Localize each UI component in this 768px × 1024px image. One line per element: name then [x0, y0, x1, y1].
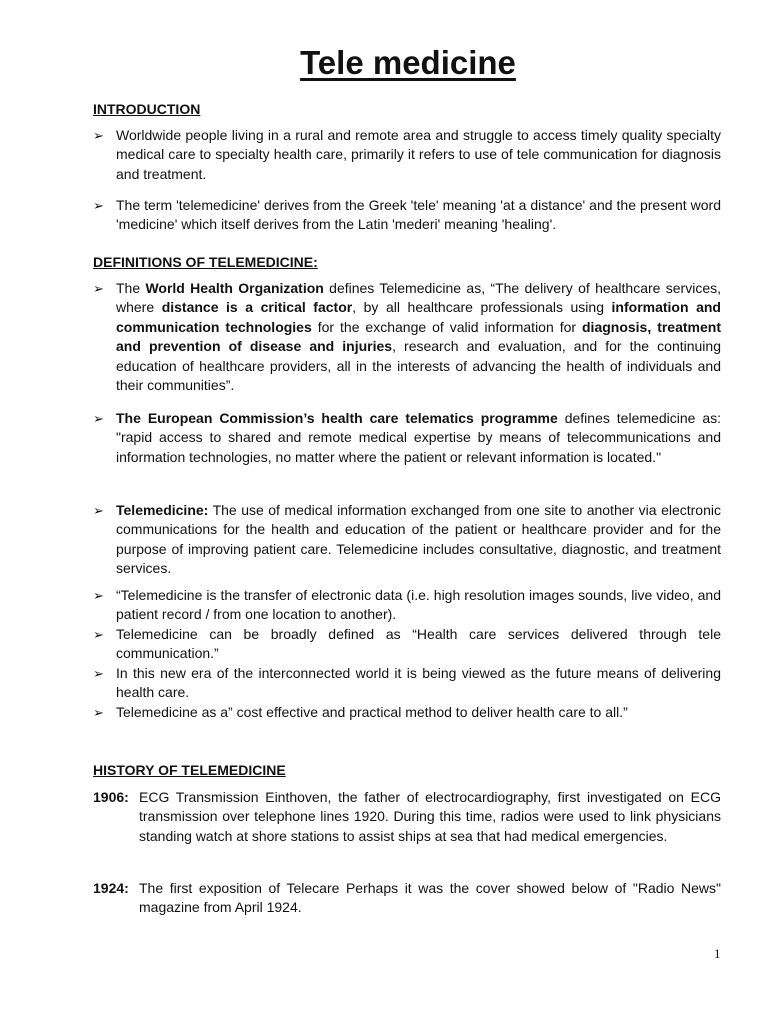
definition-extra-2: Telemedicine can be broadly defined as “Health care services delivered through tele communication.”: [116, 626, 721, 662]
arrow-bullet-icon: ➢: [93, 666, 104, 681]
introduction-heading: INTRODUCTION: [93, 101, 201, 117]
history-text: ECG Transmission Einthoven, the father of electrocardiography, first investigated on ECG transmission over telephone lines 1920. During this time, radios were used to link physicians standing watch at shore stations to assist ships at sea that had medical emergencies.: [139, 789, 721, 844]
list-item: [93, 279, 721, 395]
intro-paragraph-1: Worldwide people living in a rural and remote area and struggle to access timely quality specialty medical care to specialty health care, primarily it refers to use of tele communication for diagnosis and treatment.: [116, 127, 721, 182]
history-heading: HISTORY OF TELEMEDICINE: [93, 762, 286, 778]
page-title: Tele medicine: [300, 44, 516, 81]
arrow-bullet-icon: ➢: [93, 128, 104, 143]
history-text: The first exposition of Telecare Perhaps it was the cover showed below of "Radio News" magazine from April 1924.: [139, 880, 721, 916]
who-definition: The World Health Organization defines Telemedicine as, “The delivery of healthcare services, where distance is a critical factor, by all healthcare professionals using information and communication technologies for the exchange of valid information for diagnosis, treatment and prevention of disease and injuries, research and evaluation, and for the continuing education of healthcare providers, all in the interests of advancing the health of individuals and their communities”.: [116, 280, 721, 394]
history-entry: [93, 879, 721, 918]
telemedicine-definition: Telemedicine: The use of medical information exchanged from one site to another via electronic communications for the health and education of the patient or healthcare provider and for the purpose of improving patient care. Telemedicine includes consultative, diagnostic, and treatment services.: [116, 502, 721, 577]
ec-definition: The European Commission’s health care telematics programme defines telemedicine as: "rapid access to shared and remote medical expertise by means of telecommunications and information technologies, no matter where the patient or relevant information is located.": [116, 410, 722, 465]
intro-paragraph-2: The term 'telemedicine' derives from the Greek 'tele' meaning 'at a distance' and the present word 'medicine' which itself derives from the Latin 'mederi' meaning 'healing'.: [116, 197, 721, 233]
arrow-bullet-icon: ➢: [93, 411, 104, 426]
list-item: [93, 664, 721, 703]
history-year: 1924:: [93, 880, 129, 896]
arrow-bullet-icon: ➢: [93, 705, 104, 720]
history-entry: [93, 788, 721, 846]
list-item: [93, 126, 721, 184]
arrow-bullet-icon: ➢: [93, 627, 104, 642]
arrow-bullet-icon: ➢: [93, 198, 104, 213]
list-item: [93, 703, 721, 722]
list-item: [93, 586, 721, 625]
definitions-heading: DEFINITIONS OF TELEMEDICINE:: [93, 254, 318, 270]
arrow-bullet-icon: ➢: [93, 503, 104, 518]
definition-extra-3: In this new era of the interconnected world it is being viewed as the future means of delivering health care.: [116, 665, 721, 701]
arrow-bullet-icon: ➢: [93, 588, 104, 603]
arrow-bullet-icon: ➢: [93, 281, 104, 296]
page-number: 1: [714, 946, 721, 961]
history-year: 1906:: [93, 789, 129, 805]
list-item: [93, 409, 721, 467]
definition-extra-1: “Telemedicine is the transfer of electronic data (i.e. high resolution images sounds, live video, and patient record / from one location to another).: [116, 587, 721, 623]
list-item: [93, 625, 721, 664]
list-item: [93, 501, 721, 579]
list-item: [93, 196, 721, 235]
definition-extra-4: Telemedicine as a” cost effective and practical method to deliver health care to all.”: [116, 704, 628, 720]
